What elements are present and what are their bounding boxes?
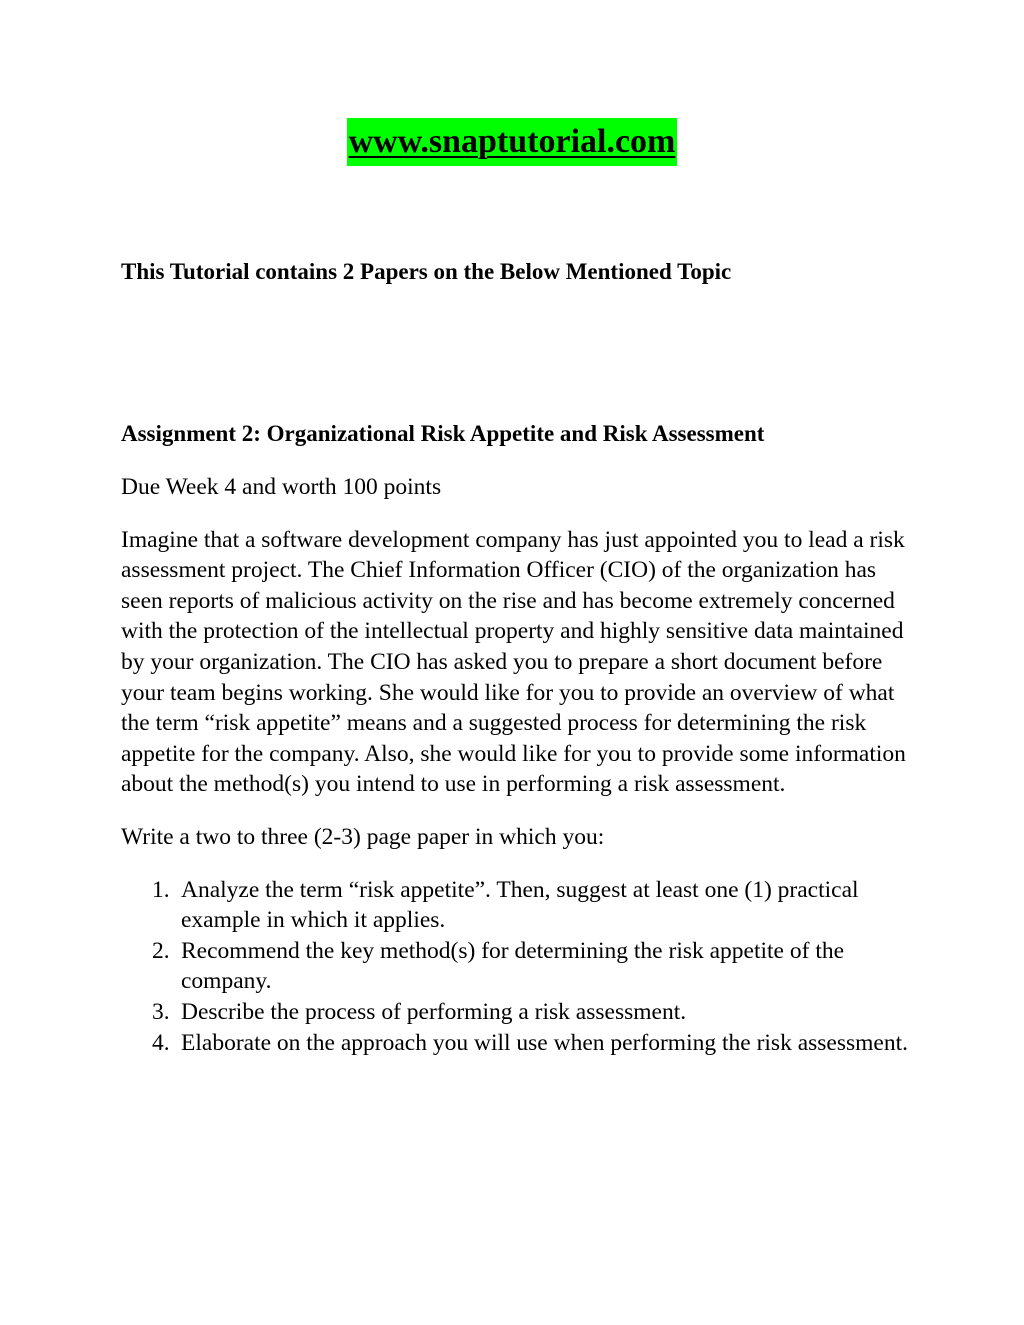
assignment-section <box>121 418 911 1058</box>
task-list <box>121 875 911 1059</box>
list-item-number: 2. <box>152 937 170 964</box>
site-link[interactable]: www.snaptutorial.com <box>347 118 678 166</box>
list-item <box>121 936 911 997</box>
list-item-number: 4. <box>152 1029 170 1056</box>
list-item-text: Recommend the key method(s) for determining the risk appetite of the company. <box>181 937 845 995</box>
list-item <box>121 1028 911 1059</box>
list-item <box>121 997 911 1028</box>
scenario-paragraph: Imagine that a software development company has just appointed you to lead a risk assessment project. The Chief Information Officer (CIO) of the organization has seen reports of malicious activity on the rise and has become extremely concerned with the protection of the intellectual property and highly sensitive data maintained by your organization. The CIO has asked you to prepare a short document before your team begins working. She would like for you to provide an overview of what the term “risk appetite” means and a suggested process for determining the risk appetite for the company. Also, she would like for you to provide some information about the method(s) you intend to use in performing a risk assessment. <box>121 526 906 798</box>
list-item-text: Describe the process of performing a risk assessment. <box>181 998 687 1025</box>
list-item-text: Elaborate on the approach you will use when performing the risk assessment. <box>181 1029 908 1056</box>
list-item-text: Analyze the term “risk appetite”. Then, suggest at least one (1) practical example in which it applies. <box>181 876 859 934</box>
list-item-number: 1. <box>152 876 170 903</box>
assignment-title: Assignment 2: Organizational Risk Appetite and Risk Assessment <box>121 421 765 446</box>
instruction-line: Write a two to three (2-3) page paper in which you: <box>121 823 605 850</box>
site-link-container <box>0 118 1024 166</box>
due-line: Due Week 4 and worth 100 points <box>121 474 442 500</box>
list-item-number: 3. <box>152 998 170 1025</box>
list-item <box>121 875 911 936</box>
intro-heading: This Tutorial contains 2 Papers on the Below Mentioned Topic <box>121 259 732 284</box>
